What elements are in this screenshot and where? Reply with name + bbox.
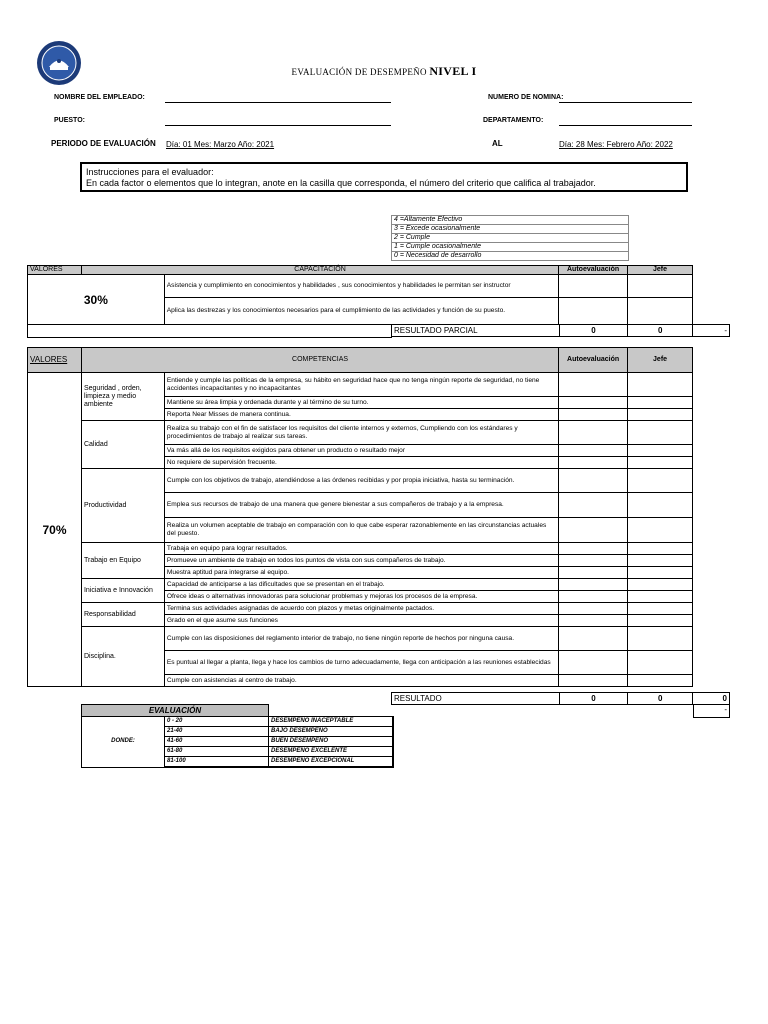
employee-name-field[interactable]: [165, 102, 391, 103]
partial-result-extra: -: [693, 325, 730, 337]
scale-range: 0 - 20: [165, 717, 269, 727]
to-label: AL: [492, 139, 503, 148]
self-score-cell[interactable]: [559, 445, 628, 457]
self-score-cell[interactable]: [559, 493, 628, 518]
boss-score-cell[interactable]: [628, 555, 693, 567]
legend-item: 0 = Necesidad de desarrollo: [392, 252, 629, 261]
boss-score-cell[interactable]: [628, 421, 693, 445]
competency-name: Trabajo en Equipo: [81, 543, 164, 579]
competency-name: Seguridad , orden, limpieza y medio ambiente: [81, 373, 164, 421]
final-result-extra2: -: [693, 705, 730, 718]
legend-item: 3 = Excede ocasionalmente: [392, 225, 629, 234]
boss-score-cell[interactable]: [628, 445, 693, 457]
self-score-cell[interactable]: [559, 457, 628, 469]
self-score-cell[interactable]: [559, 469, 628, 493]
scale-range: 41-60: [165, 737, 269, 747]
department-label: DEPARTAMENTO:: [483, 117, 544, 124]
boss-score-cell[interactable]: [628, 469, 693, 493]
partial-result-row: [391, 324, 730, 337]
scale-range: 81-100: [165, 757, 269, 768]
instructions-text: En cada factor o elementos que lo integran, anote en la casilla que corresponda, el número del criterio que califica al trabajador.: [86, 178, 596, 188]
self-score-cell[interactable]: [559, 615, 628, 627]
self-score-cell[interactable]: [559, 543, 628, 555]
criterion-text: Termina sus actividades asignadas de acuerdo con plazos y metas originalmente pactados.: [164, 603, 558, 615]
title-prefix: EVALUACIÓN DE DESEMPEÑO: [291, 67, 427, 77]
self-eval-header: Autoevaluación: [559, 348, 628, 373]
period-label: PERIODO DE EVALUACIÓN: [51, 139, 156, 148]
boss-score-cell[interactable]: [628, 298, 693, 325]
payroll-field[interactable]: [559, 102, 692, 103]
period-end: Día: 28 Mes: Febrero Año: 2022: [559, 140, 673, 149]
legend-item: 1 = Cumple ocasionalmente: [392, 243, 629, 252]
self-score-cell[interactable]: [559, 627, 628, 651]
criterion-text: Mantiene su área limpia y ordenada durante y al término de su turno.: [164, 397, 558, 409]
self-score-cell[interactable]: [559, 675, 628, 687]
competencias-table: [27, 347, 693, 687]
criterion-text: Entiende y cumple las políticas de la empresa, su hábito en seguridad hace que no tenga ningún reporte de seguridad, no tiene accidentes incapacitantes y no incapacitantes: [164, 373, 558, 397]
where-label: DONDE:: [82, 717, 165, 768]
boss-score-cell[interactable]: [628, 651, 693, 675]
boss-score-cell[interactable]: [628, 373, 693, 397]
scale-label: BAJO DESEMPEÑO: [269, 727, 393, 737]
boss-score-cell[interactable]: [628, 543, 693, 555]
boss-header: Jefe: [628, 348, 693, 373]
valores-header: VALORES: [28, 266, 82, 275]
position-label: PUESTO:: [54, 117, 85, 124]
final-result-boss: 0: [628, 693, 693, 705]
self-score-cell[interactable]: [559, 421, 628, 445]
boss-score-cell[interactable]: [628, 397, 693, 409]
boss-score-cell[interactable]: [628, 493, 693, 518]
final-result-self: 0: [559, 693, 628, 705]
partial-result-label: RESULTADO PARCIAL: [392, 325, 560, 337]
scale-range: 61-80: [165, 747, 269, 757]
boss-score-cell[interactable]: [628, 518, 693, 543]
competency-name: Disciplina.: [81, 627, 164, 687]
boss-score-cell[interactable]: [628, 275, 693, 298]
instructions-box: [80, 162, 688, 192]
self-score-cell[interactable]: [559, 275, 628, 298]
criterion-text: Cumple con asistencias al centro de trabajo.: [164, 675, 558, 687]
self-score-cell[interactable]: [559, 651, 628, 675]
criterion-text: Promueve un ambiente de trabajo en todos los puntos de vista con sus compañeros de trabajo.: [164, 555, 558, 567]
final-result-extra: 0: [693, 693, 730, 705]
final-result-label: RESULTADO: [392, 693, 560, 705]
criterion-text: Va más allá de los requisitos exigidos para obtener un producto o resultado mejor: [164, 445, 558, 457]
boss-header: Jefe: [628, 266, 693, 275]
partial-result-self: 0: [559, 325, 628, 337]
self-score-cell[interactable]: [559, 603, 628, 615]
partial-result-boss: 0: [628, 325, 693, 337]
final-result-row: [391, 692, 730, 705]
page-title: [0, 64, 768, 79]
self-score-cell[interactable]: [559, 298, 628, 325]
evaluation-title: EVALUACIÓN: [82, 705, 269, 717]
criterion-text: Aplica las destrezas y los conocimientos necesarios para el cumplimiento de las actividades y función de su puesto.: [164, 298, 558, 325]
criterion-text: Es puntual al llegar a planta, llega y hace los cambios de turno adecuadamente, llega con anticipación a las reuniones establecidas: [164, 651, 558, 675]
self-score-cell[interactable]: [559, 373, 628, 397]
competency-name: Calidad: [81, 421, 164, 469]
scale-range: 21-40: [165, 727, 269, 737]
self-score-cell[interactable]: [559, 579, 628, 591]
evaluation-scale: [81, 704, 394, 768]
legend-item: 4 =Altamente Efectivo: [392, 216, 629, 225]
boss-score-cell[interactable]: [628, 591, 693, 603]
boss-score-cell[interactable]: [628, 603, 693, 615]
employee-name-label: NOMBRE DEL EMPLEADO:: [54, 94, 145, 101]
rating-legend: [391, 215, 629, 261]
legend-item: 2 = Cumple: [392, 234, 629, 243]
criterion-text: Ofrece ideas o alternativas innovadoras para solucionar problemas y mejoras los procesos de la empresa.: [164, 591, 558, 603]
competency-name: Iniciativa e Innovación: [81, 579, 164, 603]
criterion-text: Muestra aptitud para integrarse al equipo.: [164, 567, 558, 579]
title-level: NIVEL I: [429, 64, 477, 78]
criterion-text: Trabaja en equipo para lograr resultados.: [164, 543, 558, 555]
criterion-text: Asistencia y cumplimiento en conocimientos y habilidades , sus conocimientos y habilidades le permitan ser instructor: [164, 275, 558, 298]
period-start: Día: 01 Mes: Marzo Año: 2021: [166, 140, 275, 149]
boss-score-cell[interactable]: [628, 627, 693, 651]
scale-label: DESEMPEÑO EXCELENTE: [269, 747, 393, 757]
criterion-text: No requiere de supervisión frecuente.: [164, 457, 558, 469]
criterion-text: Capacidad de anticiparse a las dificultades que se presentan en el trabajo.: [164, 579, 558, 591]
scale-label: DESEMPEÑO EXCEPCIONAL: [269, 757, 393, 768]
boss-score-cell[interactable]: [628, 567, 693, 579]
boss-score-cell[interactable]: [628, 579, 693, 591]
position-field[interactable]: [165, 125, 391, 126]
competency-name: Productividad: [81, 469, 164, 543]
company-logo: [36, 40, 82, 86]
payroll-label: NUMERO DE NOMINA:: [488, 94, 564, 101]
capacitacion-header: CAPACITACIÓN: [81, 266, 558, 275]
scale-label: DESEMPEÑO INACEPTABLE: [269, 717, 393, 727]
criterion-text: Realiza un volumen aceptable de trabajo en comparación con lo que cabe esperar razonablemente en las circunstancias actuales del puesto.: [164, 518, 558, 543]
self-eval-header: Autoevaluación: [559, 266, 628, 275]
scale-label: BUEN DESEMPEÑO: [269, 737, 393, 747]
boss-score-cell[interactable]: [628, 615, 693, 627]
self-score-cell[interactable]: [559, 409, 628, 421]
boss-score-cell[interactable]: [628, 457, 693, 469]
capacitacion-weight: 30%: [28, 275, 165, 325]
boss-score-cell[interactable]: [628, 409, 693, 421]
competencias-header: COMPETENCIAS: [81, 348, 558, 373]
criterion-text: Cumple con los objetivos de trabajo, atendiéndose a las órdenes recibidas y por propia iniciativa, hasta su terminación.: [164, 469, 558, 493]
self-score-cell[interactable]: [559, 591, 628, 603]
self-score-cell[interactable]: [559, 555, 628, 567]
criterion-text: Emplea sus recursos de trabajo de una manera que genere bienestar a sus compañeros de trabajo y a la empresa.: [164, 493, 558, 518]
instructions-title: Instrucciones para el evaluador:: [86, 167, 214, 177]
criterion-text: Cumple con las disposiciones del reglamento interior de trabajo, no tiene ningún reporte de hechos por ninguna causa.: [164, 627, 558, 651]
criterion-text: Reporta Near Misses de manera continua.: [164, 409, 558, 421]
department-field[interactable]: [559, 125, 692, 126]
criterion-text: Realiza su trabajo con el fin de satisfacer los requisitos del cliente internos y externos, Cumpliendo con los estándares y procedimientos de trabajo al realizar sus tareas.: [164, 421, 558, 445]
valores-header: VALORES: [28, 348, 82, 373]
self-score-cell[interactable]: [559, 518, 628, 543]
capacitacion-table: [27, 265, 693, 325]
boss-score-cell[interactable]: [628, 675, 693, 687]
competency-name: Responsabilidad: [81, 603, 164, 627]
competencias-weight: 70%: [28, 373, 82, 687]
result-spacer: [27, 325, 392, 338]
evaluation-title-spacer: [269, 705, 393, 717]
criterion-text: Grado en el que asume sus funciones: [164, 615, 558, 627]
self-score-cell[interactable]: [559, 567, 628, 579]
self-score-cell[interactable]: [559, 397, 628, 409]
